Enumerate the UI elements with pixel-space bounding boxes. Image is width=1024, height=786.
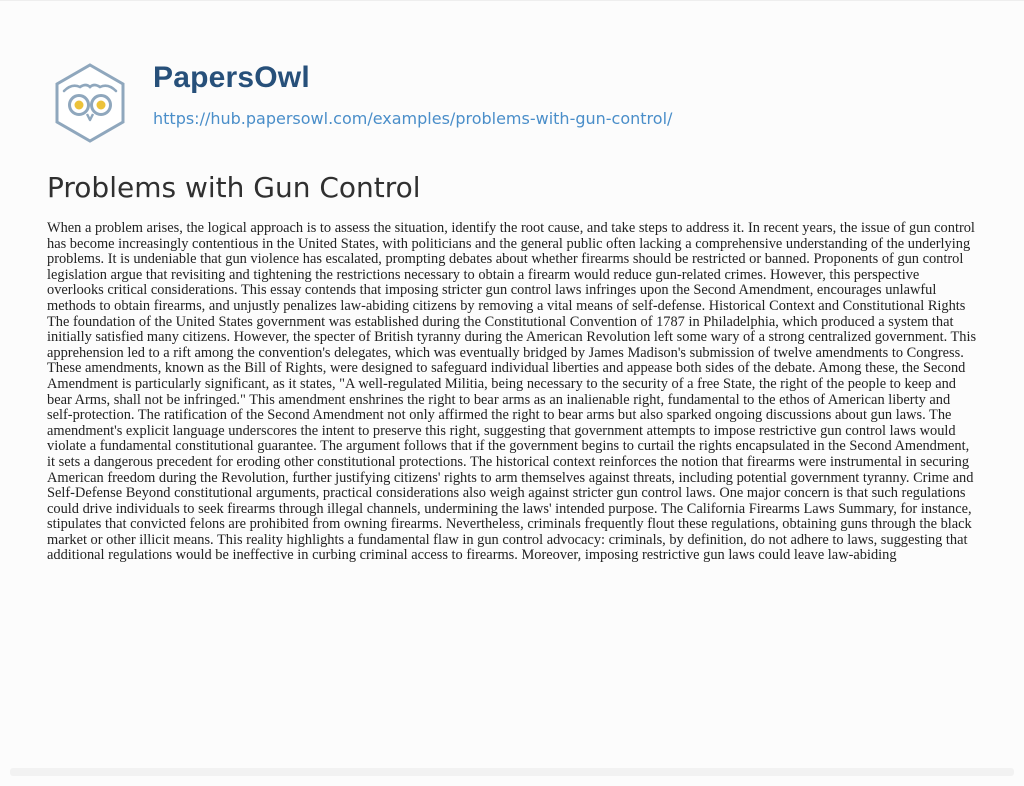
owl-logo-icon bbox=[50, 63, 130, 143]
document-body: When a problem arises, the logical approach is to assess the situation, identify the root cause, and take steps to address it. In recent years, the issue of gun control has become increasingly contentious in the United States, with politicians and the general public often lacking a comprehensive understanding of the underlying problems. It is undeniable that gun violence has escalated, prompting debates about whether firearms should be restricted or banned. Proponents of gun control legislation argue that revisiting and tightening the restrictions necessary to obtain a firearm would reduce gun-related crimes. However, this perspective overlooks critical considerations. This essay contends that imposing stricter gun control laws infringes upon the Second Amendment, encourages unlawful methods to obtain firearms, and unjustly penalizes law-abiding citizens by removing a vital means of self-defense. Historical Context and Constitutional Rights The foundation of the United States government was established during the Constitutional Convention of 1787 in Philadelphia, which produced a system that initially satisfied many citizens. However, the specter of British tyranny during the American Revolution left some wary of a strong centralized government. This apprehension led to a rift among the convention's delegates, which was eventually bridged by James Madison's submission of twelve amendments to Congress. These amendments, known as the Bill of Rights, were designed to safeguard individual liberties and appease both sides of the debate. Among these, the Second Amendment is particularly significant, as it states, "A well-regulated Militia, being necessary to the security of a free State, the right of the people to keep and bear Arms, shall not be infringed." This amendment enshrines the right to bear arms as an inalienable right, fundamental to the ethos of American liberty and self-protection. The ratification of the Second Amendment not only affirmed the right to bear arms but also sparked ongoing discussions about gun laws. The amendment's explicit language underscores the intent to preserve this right, suggesting that government attempts to impose restrictive gun control laws would violate a fundamental constitutional guarantee. The argument follows that if the government begins to curtail the rights encapsulated in the Second Amendment, it sets a dangerous precedent for eroding other constitutional protections. The historical context reinforces the notion that firearms were instrumental in securing American freedom during the Revolution, further justifying citizens' rights to arm themselves against threats, including potential government tyranny. Crime and Self-Defense Beyond constitutional arguments, practical considerations also weigh against stricter gun control laws. One major concern is that such regulations could drive individuals to seek firearms through illegal channels, undermining the laws' intended purpose. The California Firearms Laws Summary, for instance, stipulates that convicted felons are prohibited from owning firearms. Nevertheless, criminals frequently flout these regulations, obtaining guns through the black market or other illicit means. This reality highlights a fundamental flaw in gun control advocacy: criminals, by definition, do not adhere to laws, suggesting that additional regulations would be ineffective in curbing criminal access to firearms. Moreover, imposing restrictive gun laws could leave law-abiding bbox=[47, 220, 977, 564]
source-url-link[interactable]: https://hub.papersowl.com/examples/problems-with-gun-control/ bbox=[153, 109, 673, 128]
document-title: Problems with Gun Control bbox=[47, 171, 421, 204]
page-header bbox=[50, 57, 970, 137]
brand-name: PapersOwl bbox=[153, 61, 310, 94]
